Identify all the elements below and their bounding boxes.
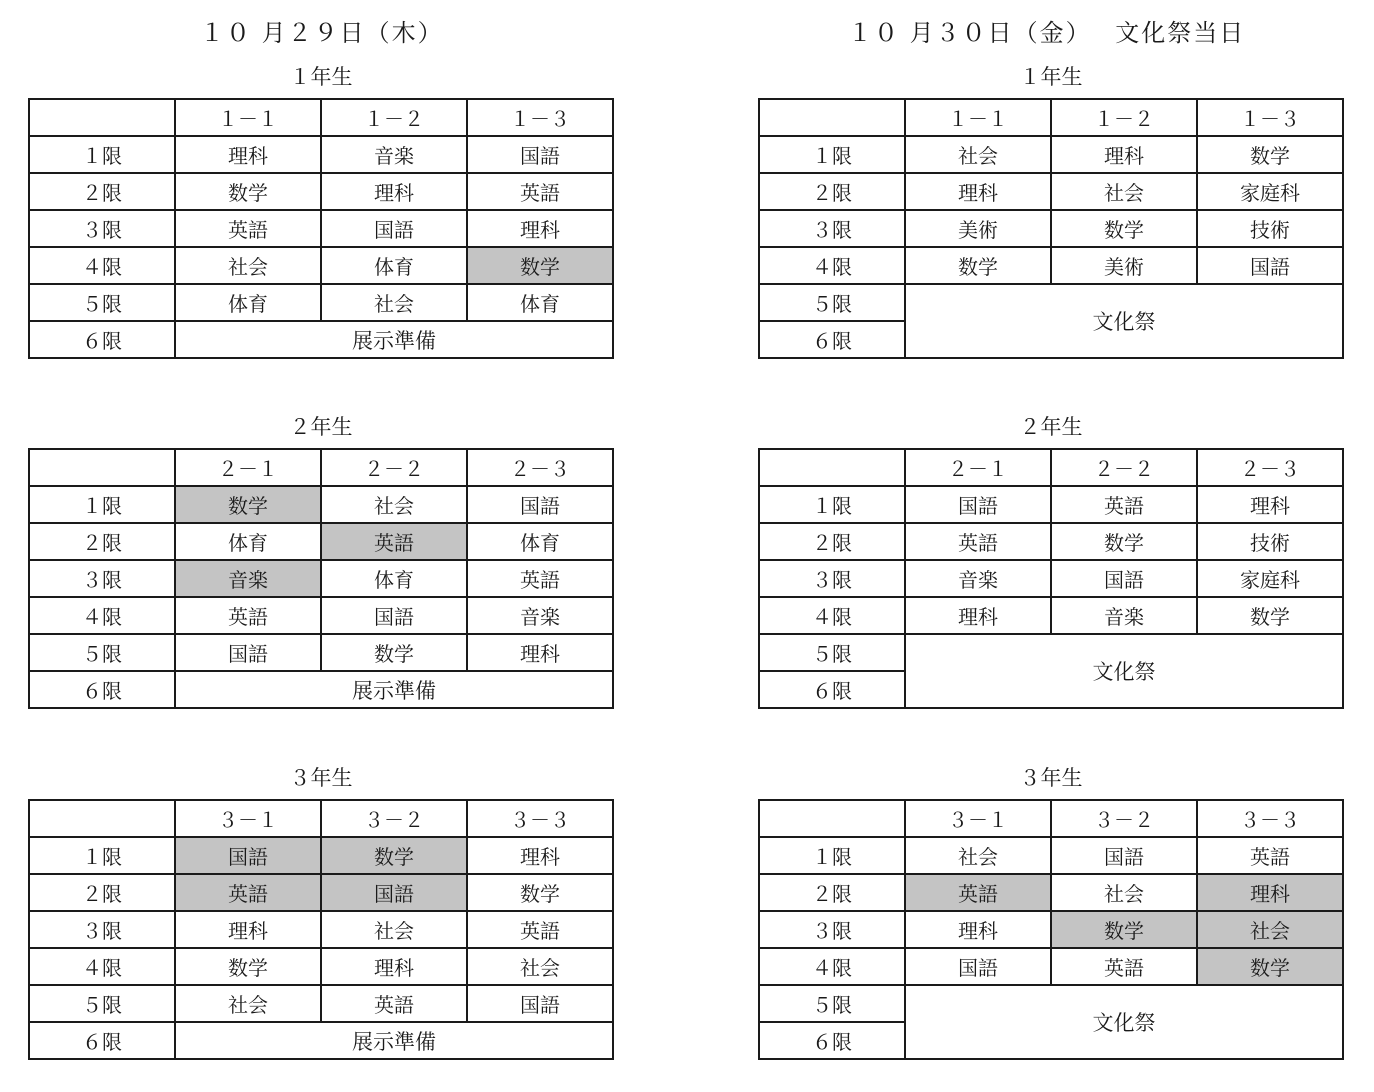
subject-cell: 理科 <box>905 911 1051 948</box>
day-title: １０ 月２９日（木） <box>200 19 444 47</box>
subject-cell: 理科 <box>321 948 467 985</box>
class-header: ２－１ <box>175 449 321 486</box>
class-header: １－１ <box>175 99 321 136</box>
subject-cell: 国語 <box>905 948 1051 985</box>
subject-cell: 英語 <box>175 874 321 911</box>
period-label: ４限 <box>759 247 905 284</box>
table-row <box>29 247 613 284</box>
class-header: ３－３ <box>467 800 613 837</box>
subject-cell: 英語 <box>1051 948 1197 985</box>
subject-cell: 数学 <box>175 173 321 210</box>
table-row <box>759 560 1343 597</box>
corner-cell <box>759 800 905 837</box>
subject-cell: 理科 <box>321 173 467 210</box>
subject-cell: 英語 <box>1197 837 1343 874</box>
corner-cell <box>759 449 905 486</box>
table-row <box>29 911 613 948</box>
header-row <box>29 800 613 837</box>
subject-cell: 体育 <box>467 523 613 560</box>
table-row <box>759 210 1343 247</box>
table-row <box>29 837 613 874</box>
subject-cell: 社会 <box>321 486 467 523</box>
subject-cell: 国語 <box>175 634 321 671</box>
subject-cell: 社会 <box>175 985 321 1022</box>
subject-cell: 体育 <box>467 284 613 321</box>
table-row <box>29 321 613 358</box>
table-row <box>759 597 1343 634</box>
class-header: ３－１ <box>905 800 1051 837</box>
timetable-day1-grade2 <box>28 448 614 709</box>
timetable-day2-grade2 <box>758 448 1344 709</box>
class-header: ２－３ <box>1197 449 1343 486</box>
period-label: ４限 <box>29 597 175 634</box>
grade-label: ３年生 <box>1019 766 1083 790</box>
table-row <box>759 523 1343 560</box>
table-row <box>29 284 613 321</box>
subject-cell: 理科 <box>467 634 613 671</box>
period-label: ５限 <box>29 985 175 1022</box>
period-label: ２限 <box>759 523 905 560</box>
subject-cell: 英語 <box>175 597 321 634</box>
period-label: ５限 <box>29 634 175 671</box>
subject-cell: 数学 <box>321 634 467 671</box>
period-label: ５限 <box>759 634 905 671</box>
grade-label: ３年生 <box>289 766 353 790</box>
class-header: ３－２ <box>321 800 467 837</box>
period-label: １限 <box>29 486 175 523</box>
period-label: ２限 <box>759 874 905 911</box>
merged-activity-cell: 展示準備 <box>175 671 613 708</box>
table-row <box>759 874 1343 911</box>
subject-cell: 体育 <box>321 560 467 597</box>
table-row <box>759 486 1343 523</box>
corner-cell <box>29 99 175 136</box>
subject-cell: 国語 <box>321 210 467 247</box>
class-header: １－１ <box>905 99 1051 136</box>
period-label: １限 <box>759 136 905 173</box>
subject-cell: 英語 <box>321 523 467 560</box>
class-header: ２－１ <box>905 449 1051 486</box>
merged-activity-cell: 文化祭 <box>905 284 1343 358</box>
period-label: ３限 <box>29 911 175 948</box>
subject-cell: 国語 <box>1051 560 1197 597</box>
grade-label: １年生 <box>289 65 353 89</box>
table-row <box>759 985 1343 1022</box>
period-label: １限 <box>759 837 905 874</box>
subject-cell: 美術 <box>905 210 1051 247</box>
header-row <box>759 99 1343 136</box>
period-label: １限 <box>29 136 175 173</box>
merged-activity-cell: 展示準備 <box>175 321 613 358</box>
subject-cell: 社会 <box>905 136 1051 173</box>
subject-cell: 技術 <box>1197 210 1343 247</box>
subject-cell: 数学 <box>175 948 321 985</box>
subject-cell: 理科 <box>1197 874 1343 911</box>
subject-cell: 家庭科 <box>1197 173 1343 210</box>
period-label: ４限 <box>29 247 175 284</box>
subject-cell: 国語 <box>467 486 613 523</box>
subject-cell: 数学 <box>321 837 467 874</box>
subject-cell: 数学 <box>1051 523 1197 560</box>
subject-cell: 数学 <box>467 874 613 911</box>
table-row <box>29 634 613 671</box>
subject-cell: 理科 <box>1197 486 1343 523</box>
table-row <box>759 136 1343 173</box>
subject-cell: 数学 <box>1051 210 1197 247</box>
subject-cell: 英語 <box>905 874 1051 911</box>
subject-cell: 理科 <box>175 911 321 948</box>
subject-cell: 英語 <box>467 560 613 597</box>
period-label: ４限 <box>759 597 905 634</box>
period-label: ６限 <box>759 1022 905 1059</box>
subject-cell: 数学 <box>905 247 1051 284</box>
class-header: １－３ <box>467 99 613 136</box>
table-row <box>759 173 1343 210</box>
class-header: ２－２ <box>1051 449 1197 486</box>
corner-cell <box>759 99 905 136</box>
subject-cell: 音楽 <box>467 597 613 634</box>
subject-cell: 理科 <box>467 837 613 874</box>
class-header: ２－３ <box>467 449 613 486</box>
subject-cell: 英語 <box>467 911 613 948</box>
period-label: ６限 <box>759 671 905 708</box>
subject-cell: 数学 <box>467 247 613 284</box>
corner-cell <box>29 800 175 837</box>
period-label: ２限 <box>29 523 175 560</box>
timetable-day1-grade3 <box>28 799 614 1060</box>
period-label: ２限 <box>759 173 905 210</box>
subject-cell: 数学 <box>1051 911 1197 948</box>
subject-cell: 体育 <box>175 523 321 560</box>
header-row <box>759 449 1343 486</box>
table-row <box>759 911 1343 948</box>
header-row <box>29 449 613 486</box>
table-row <box>29 560 613 597</box>
table-row <box>29 486 613 523</box>
table-row <box>759 634 1343 671</box>
period-label: ４限 <box>29 948 175 985</box>
header-row <box>759 800 1343 837</box>
period-label: ３限 <box>759 560 905 597</box>
subject-cell: 音楽 <box>905 560 1051 597</box>
subject-cell: 理科 <box>467 210 613 247</box>
subject-cell: 数学 <box>1197 136 1343 173</box>
class-header: ３－３ <box>1197 800 1343 837</box>
subject-cell: 家庭科 <box>1197 560 1343 597</box>
subject-cell: 英語 <box>905 523 1051 560</box>
subject-cell: 体育 <box>321 247 467 284</box>
period-label: ４限 <box>759 948 905 985</box>
period-label: １限 <box>29 837 175 874</box>
period-label: ２限 <box>29 874 175 911</box>
table-row <box>29 948 613 985</box>
table-row <box>29 523 613 560</box>
period-label: ６限 <box>759 321 905 358</box>
period-label: ３限 <box>759 210 905 247</box>
class-header: １－３ <box>1197 99 1343 136</box>
period-label: １限 <box>759 486 905 523</box>
subject-cell: 数学 <box>1197 948 1343 985</box>
timetable-day2-grade3 <box>758 799 1344 1060</box>
subject-cell: 国語 <box>175 837 321 874</box>
period-label: ６限 <box>29 671 175 708</box>
subject-cell: 美術 <box>1051 247 1197 284</box>
header-row <box>29 99 613 136</box>
grade-label: ２年生 <box>1019 415 1083 439</box>
subject-cell: 社会 <box>905 837 1051 874</box>
class-header: ３－１ <box>175 800 321 837</box>
class-header: １－２ <box>321 99 467 136</box>
subject-cell: 国語 <box>467 985 613 1022</box>
period-label: ３限 <box>29 210 175 247</box>
subject-cell: 社会 <box>1051 173 1197 210</box>
table-row <box>29 671 613 708</box>
subject-cell: 数学 <box>175 486 321 523</box>
period-label: ３限 <box>759 911 905 948</box>
class-header: ２－２ <box>321 449 467 486</box>
subject-cell: 社会 <box>321 911 467 948</box>
period-label: ５限 <box>759 985 905 1022</box>
table-row <box>29 173 613 210</box>
table-row <box>759 948 1343 985</box>
grade-label: １年生 <box>1019 65 1083 89</box>
subject-cell: 理科 <box>175 136 321 173</box>
subject-cell: 国語 <box>1051 837 1197 874</box>
timetable-day2-grade1 <box>758 98 1344 359</box>
timetable-day1-grade1 <box>28 98 614 359</box>
subject-cell: 音楽 <box>175 560 321 597</box>
subject-cell: 国語 <box>467 136 613 173</box>
subject-cell: 社会 <box>1197 911 1343 948</box>
merged-activity-cell: 文化祭 <box>905 634 1343 708</box>
period-label: ６限 <box>29 321 175 358</box>
subject-cell: 国語 <box>321 597 467 634</box>
table-row <box>759 247 1343 284</box>
table-row <box>759 837 1343 874</box>
merged-activity-cell: 文化祭 <box>905 985 1343 1059</box>
subject-cell: 数学 <box>1197 597 1343 634</box>
subject-cell: 英語 <box>467 173 613 210</box>
table-row <box>29 874 613 911</box>
day-title: １０ 月３０日（金） 文化祭当日 <box>848 19 1246 47</box>
subject-cell: 社会 <box>321 284 467 321</box>
table-row <box>29 210 613 247</box>
table-row <box>29 985 613 1022</box>
subject-cell: 社会 <box>175 247 321 284</box>
period-label: ３限 <box>29 560 175 597</box>
table-row <box>29 136 613 173</box>
table-row <box>29 1022 613 1059</box>
subject-cell: 国語 <box>321 874 467 911</box>
subject-cell: 技術 <box>1197 523 1343 560</box>
table-row <box>29 597 613 634</box>
subject-cell: 国語 <box>905 486 1051 523</box>
subject-cell: 社会 <box>1051 874 1197 911</box>
subject-cell: 体育 <box>175 284 321 321</box>
period-label: ５限 <box>29 284 175 321</box>
class-header: ３－２ <box>1051 800 1197 837</box>
period-label: ６限 <box>29 1022 175 1059</box>
subject-cell: 理科 <box>1051 136 1197 173</box>
period-label: ５限 <box>759 284 905 321</box>
grade-label: ２年生 <box>289 415 353 439</box>
period-label: ２限 <box>29 173 175 210</box>
subject-cell: 音楽 <box>321 136 467 173</box>
subject-cell: 理科 <box>905 173 1051 210</box>
subject-cell: 国語 <box>1197 247 1343 284</box>
corner-cell <box>29 449 175 486</box>
merged-activity-cell: 展示準備 <box>175 1022 613 1059</box>
subject-cell: 英語 <box>175 210 321 247</box>
subject-cell: 英語 <box>321 985 467 1022</box>
subject-cell: 理科 <box>905 597 1051 634</box>
subject-cell: 社会 <box>467 948 613 985</box>
table-row <box>759 284 1343 321</box>
class-header: １－２ <box>1051 99 1197 136</box>
subject-cell: 英語 <box>1051 486 1197 523</box>
subject-cell: 音楽 <box>1051 597 1197 634</box>
